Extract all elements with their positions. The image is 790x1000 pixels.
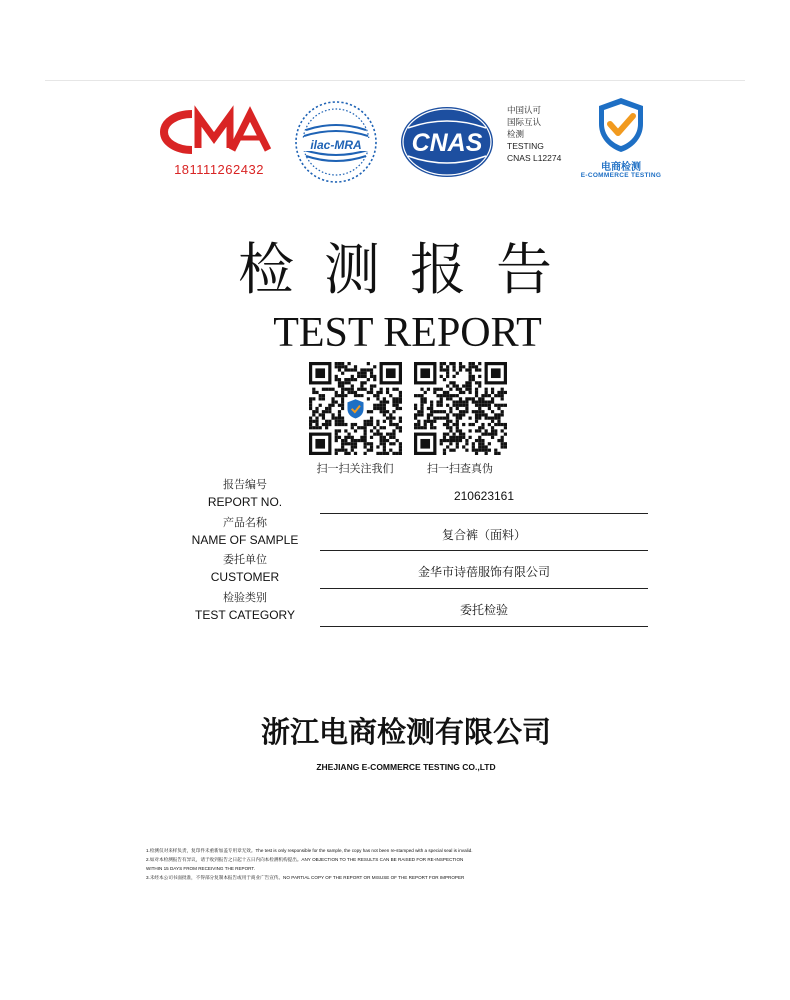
cma-mark-icon bbox=[158, 104, 280, 160]
test-category-value: 委托检验 bbox=[459, 603, 508, 617]
customer-label-cn: 委托单位 bbox=[223, 554, 267, 566]
cnas-text-line: TESTING bbox=[507, 141, 544, 151]
qr-caption-follow: 扫一扫关注我们 bbox=[316, 462, 394, 475]
test-category-label-cn: 检验类别 bbox=[223, 592, 267, 604]
company-name-en: ZHEJIANG E-COMMERCE TESTING CO.,LTD bbox=[316, 762, 496, 772]
svg-text:ilac-MRA: ilac-MRA bbox=[310, 138, 362, 152]
shield-check-icon bbox=[595, 96, 647, 154]
cma-logo bbox=[158, 104, 280, 180]
report-no-underline bbox=[320, 513, 648, 514]
cnas-text-line: CNAS L12274 bbox=[507, 153, 562, 163]
customer-underline bbox=[320, 588, 648, 589]
footnote-line: 2.如对本检测报告有异议，请于收到报告之日起十五日内向本检测机构提出。ANY OBJECTION TO THE RESULTS CAN BE RAISED FOR RE-INSPECTION bbox=[146, 857, 464, 862]
report-no-label-en: REPORT NO. bbox=[207, 495, 283, 509]
sample-name-label-en: NAME OF SAMPLE bbox=[191, 533, 299, 547]
test-category-underline bbox=[320, 626, 648, 627]
customer-value: 金华市诗蓓服饰有限公司 bbox=[417, 565, 550, 579]
customer-label bbox=[175, 553, 315, 587]
svg-text:CNAS: CNAS bbox=[411, 129, 483, 157]
top-divider bbox=[45, 80, 745, 81]
ilac-mra-logo bbox=[292, 98, 380, 186]
ecommerce-logo-title: 电商检测 bbox=[601, 162, 641, 173]
cnas-accreditation-text bbox=[507, 104, 582, 164]
customer-label-en: CUSTOMER bbox=[210, 570, 280, 584]
cma-number: 181111262432 bbox=[174, 162, 264, 177]
footnote-line: 1.检测仅对来样负责，复印件未重新加盖专用章无效。The test is only responsible for the sample, the copy has not been re-stamped with a special seal is invalid. bbox=[146, 848, 473, 853]
cnas-text-line: 检测 bbox=[507, 129, 525, 139]
follow-us-qr-code[interactable] bbox=[309, 362, 402, 455]
verify-authenticity-qr-code[interactable] bbox=[414, 362, 507, 455]
qr-caption-verify: 扫一扫查真伪 bbox=[427, 462, 493, 475]
report-footnotes bbox=[146, 846, 676, 882]
company-name-cn: 浙江电商检测有限公司 bbox=[260, 715, 551, 749]
report-no-label-cn: 报告编号 bbox=[223, 479, 267, 491]
cnas-logo bbox=[398, 104, 496, 180]
sample-name-value: 复合裤（面料） bbox=[441, 528, 526, 542]
sample-name-underline bbox=[320, 550, 648, 551]
ecommerce-logo-subtitle: E-COMMERCE TESTING bbox=[580, 172, 662, 179]
test-category-label bbox=[175, 591, 315, 625]
ilac-globe-icon bbox=[292, 98, 380, 186]
cnas-globe-icon bbox=[398, 104, 496, 180]
report-title-en: TEST REPORT bbox=[273, 310, 542, 356]
footnote-line: WITHIN 15 DAYS FROM RECEIVING THE REPORT. bbox=[146, 866, 255, 871]
sample-name-label-cn: 产品名称 bbox=[223, 517, 267, 529]
report-no-label bbox=[175, 478, 315, 512]
report-no-value: 210623161 bbox=[453, 489, 515, 503]
report-title-cn: 检测报告 bbox=[238, 238, 582, 303]
cnas-text-line: 国际互认 bbox=[507, 117, 542, 127]
sample-name-label bbox=[175, 516, 315, 550]
ecommerce-testing-logo bbox=[573, 96, 669, 186]
test-category-label-en: TEST CATEGORY bbox=[194, 608, 296, 622]
footnote-line: 3.未经本公司书面批准，不得部分复制本报告或用于商业广告宣传。NO PARTIAL COPY OF THE REPORT OR MISUSE OF THE REPORT FOR IMPROPER bbox=[146, 875, 465, 880]
cnas-text-line: 中国认可 bbox=[507, 105, 542, 115]
